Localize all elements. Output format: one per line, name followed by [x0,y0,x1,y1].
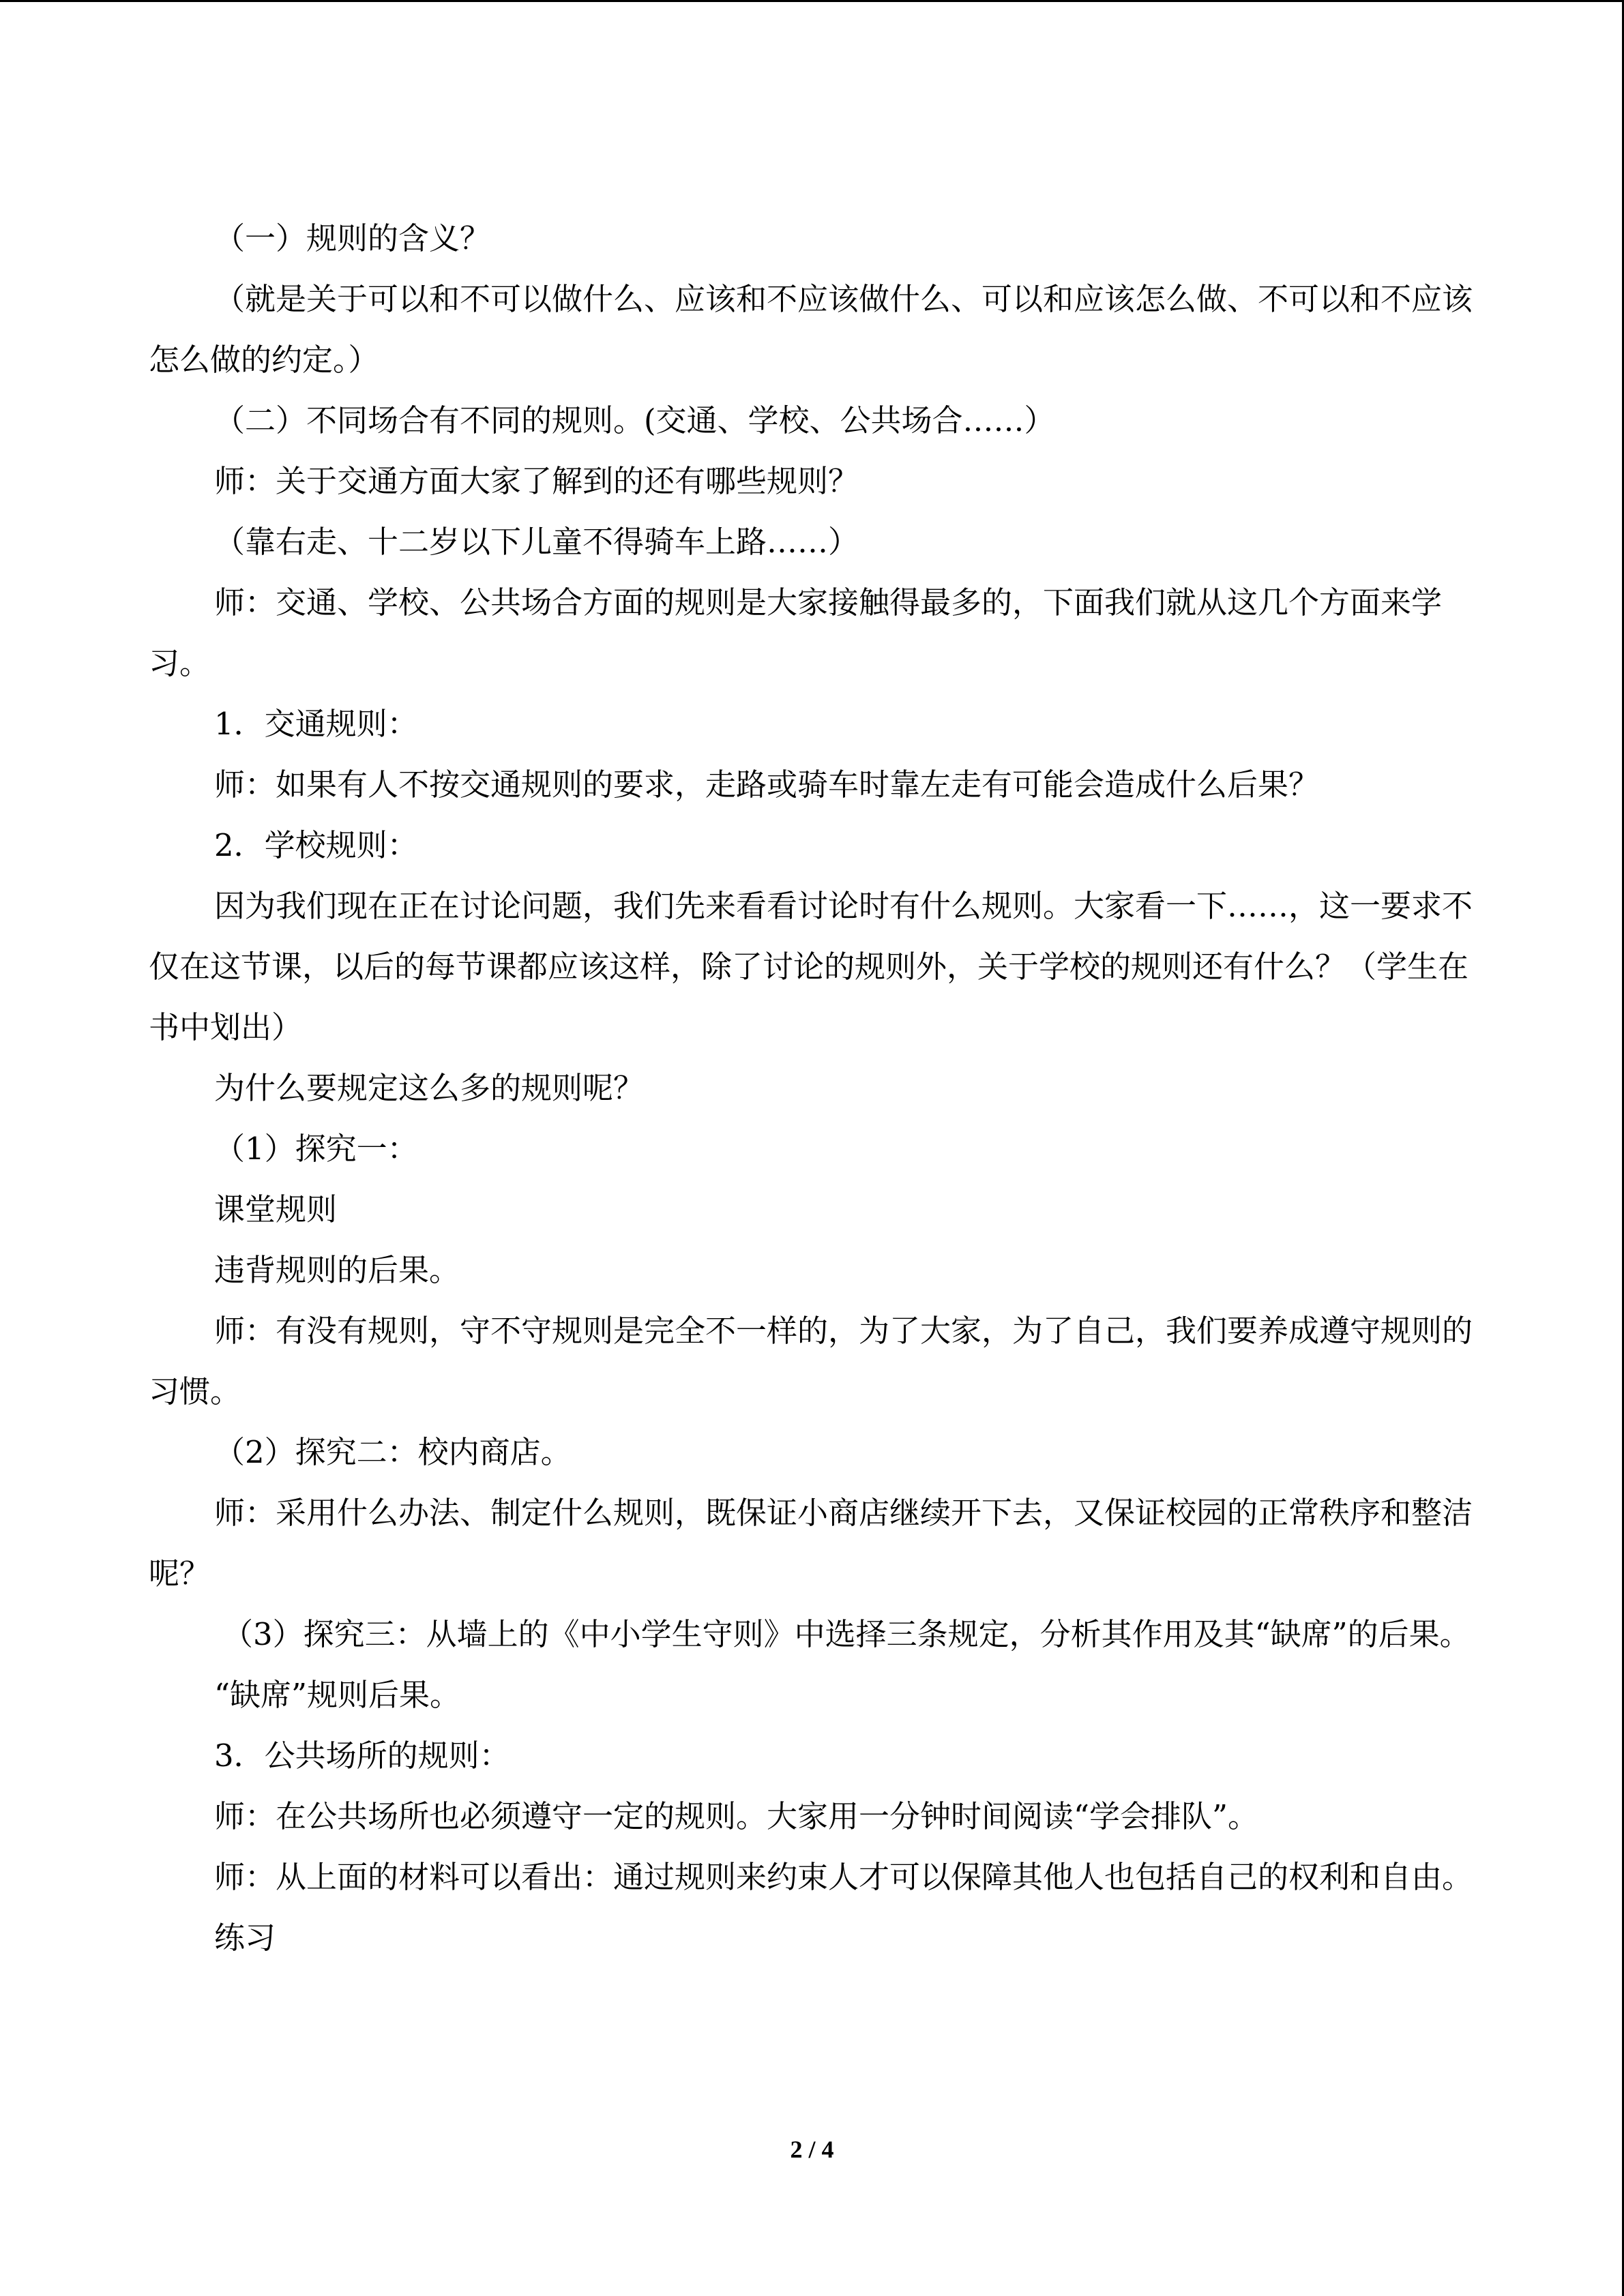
paragraph-21: 师：在公共场所也必须遵守一定的规则。大家用一分钟时间阅读“学会排队”。 [214,1798,1259,1834]
paragraph-14: 违背规则的后果。 [214,1252,460,1288]
paragraph-15: 师：有没有规则，守不守规则是完全不一样的，为了大家，为了自己，我们要养成遵守规则的习惯。 [149,1313,1473,1410]
paragraph-12: （1）探究一： [214,1131,418,1167]
paragraph-10: 因为我们现在正在讨论问题，我们先来看看讨论时有什么规则。大家看一下……，这一要求不仅在这节课，以后的每节课都应该这样，除了讨论的规则外，关于学校的规则还有什么？（学生在书中划出） [149,888,1473,1045]
paragraph-8: 师：如果有人不按交通规则的要求，走路或骑车时靠左走有可能会造成什么后果？ [214,766,1320,803]
paragraph-22: 师：从上面的材料可以看出：通过规则来约束人才可以保障其他人也包括自己的权利和自由。 [214,1859,1473,1895]
paragraph-18: （3）探究三：从墙上的《中小学生守则》中选择三条规定，分析其作用及其“缺席”的后果。 [222,1616,1471,1652]
paragraph-6: 师：交通、学校、公共场合方面的规则是大家接触得最多的，下面我们就从这几个方面来学习。 [149,584,1443,681]
paragraph-5: （靠右走、十二岁以下儿童不得骑车上路……） [214,524,859,560]
paragraph-4: 师：关于交通方面大家了解到的还有哪些规则？ [214,463,859,499]
paragraph-3: （二）不同场合有不同的规则。(交通、学校、公共场合……） [214,402,1055,438]
paragraph-16: （2）探究二：校内商店。 [214,1434,572,1470]
document-body [149,208,1475,1968]
paragraph-19: “缺席”规则后果。 [214,1677,461,1713]
paragraph-17: 师：采用什么办法、制定什么规则，既保证小商店继续开下去，又保证校园的正常秩序和整洁呢？ [149,1495,1473,1592]
paragraph-1: （一）规则的含义？ [214,220,491,256]
paragraph-13: 课堂规则 [214,1191,338,1227]
paragraph-20: 3．公共场所的规则： [214,1738,510,1774]
paragraph-11: 为什么要规定这么多的规则呢？ [214,1070,645,1106]
paragraph-23: 练习 [214,1920,276,1956]
paragraph-7: 1．交通规则： [214,706,418,742]
paragraph-2: （就是关于可以和不可以做什么、应该和不应该做什么、可以和应该怎么做、不可以和不应该怎么做的约定。） [149,281,1473,378]
paragraph-9: 2．学校规则： [214,827,418,863]
page-number: 2 / 4 [790,2136,834,2163]
